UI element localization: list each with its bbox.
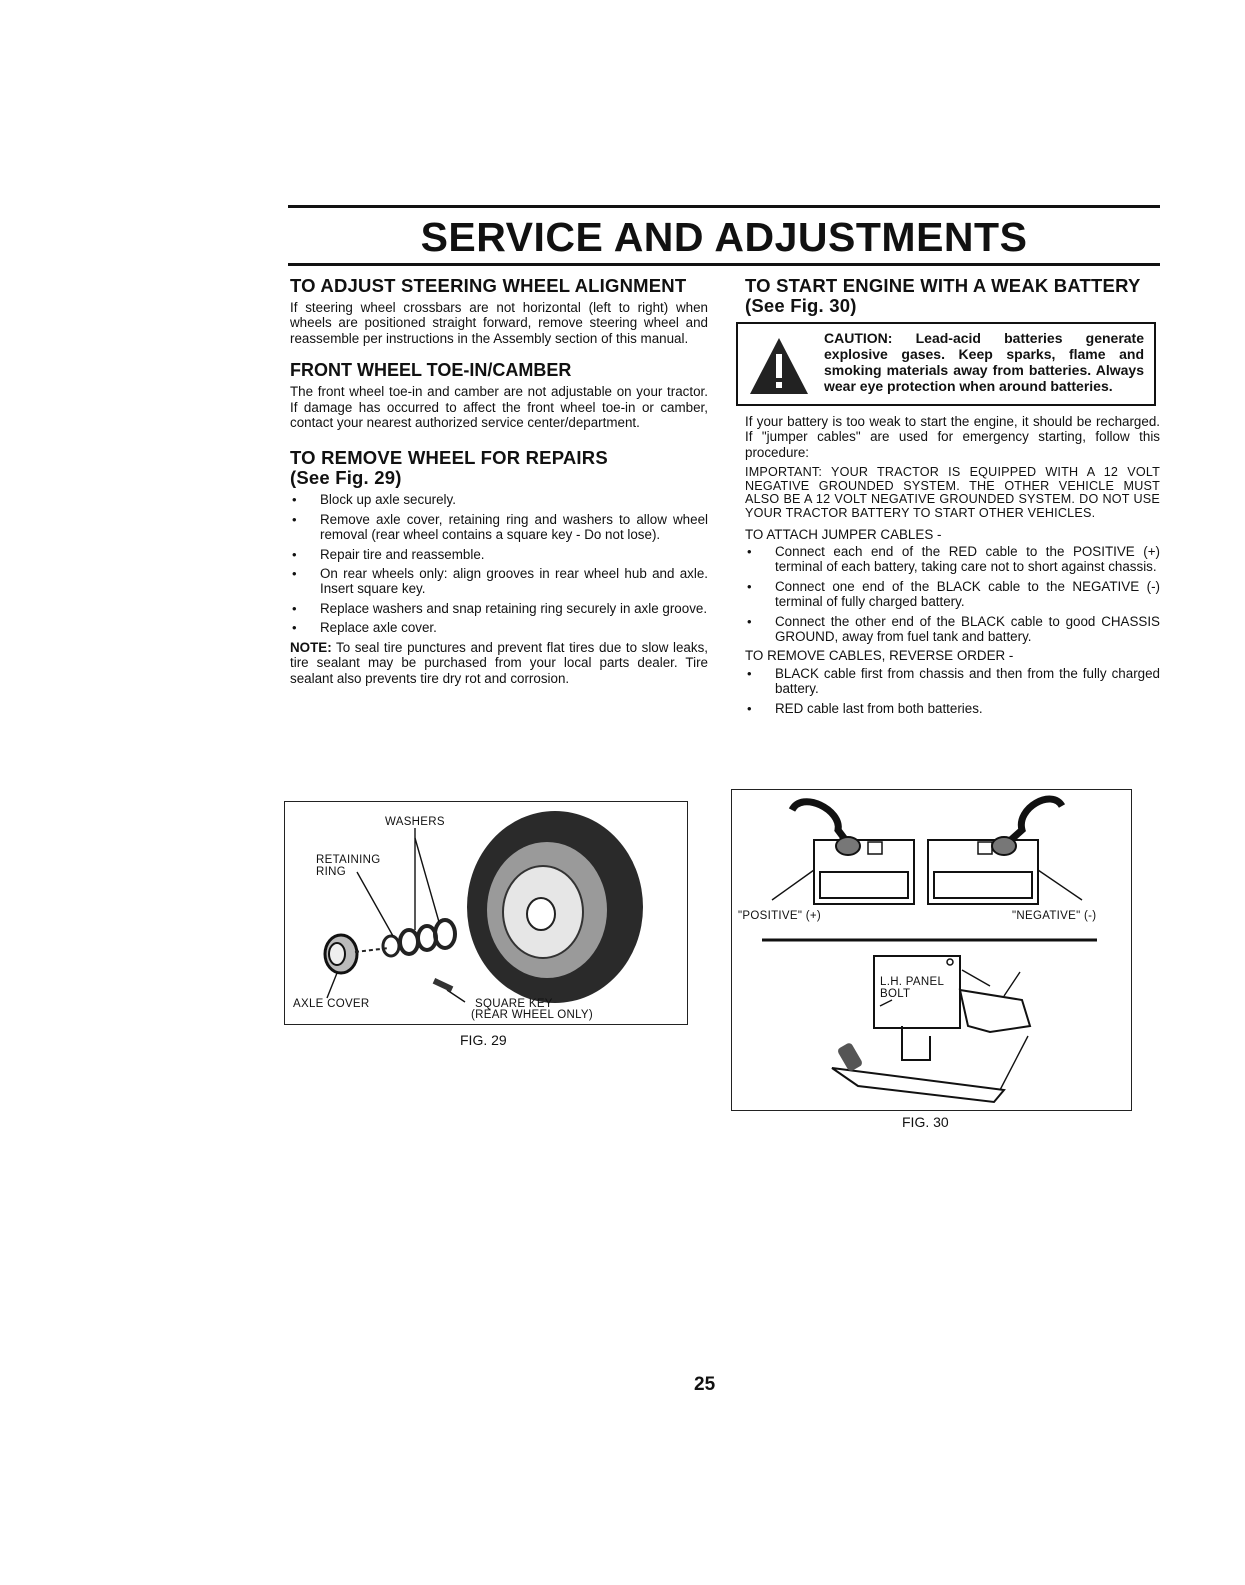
- remove-wheel-subtitle: (See Fig. 29): [290, 467, 402, 489]
- panel-bolt-label-1: L.H. PANEL: [880, 976, 945, 988]
- battery-intro: If your battery is too weak to start the engine, it should be recharged. If "jumper cables" are used for emergency starting, follow this procedure:: [745, 414, 1160, 460]
- caution-box: [736, 322, 1156, 406]
- figure-30-caption: FIG. 30: [902, 1114, 949, 1130]
- jumper-cable-illustration: [732, 790, 1131, 1110]
- rear-wheel-only-label: (REAR WHEEL ONLY): [471, 1009, 594, 1021]
- positive-terminal-label: "POSITIVE" (+): [738, 910, 821, 922]
- steering-heading: TO ADJUST STEERING WHEEL ALIGNMENT: [290, 275, 687, 296]
- remove-wheel-heading: [290, 448, 708, 488]
- figure-30: [731, 789, 1132, 1111]
- square-key-label: SQUARE KEY: [475, 998, 553, 1010]
- battery-subtitle: (See Fig. 30): [745, 295, 857, 316]
- steering-section: [290, 276, 708, 346]
- list-item: • Connect each end of the RED cable to the POSITIVE (+) terminal of each battery, taking care not to short against chassis.: [745, 544, 1160, 575]
- toe-heading: FRONT WHEEL TOE-IN/CAMBER: [290, 360, 572, 381]
- list-item: • Remove axle cover, retaining ring and washers to allow wheel removal (rear wheel contains a square key - Do not lose).: [290, 512, 708, 543]
- negative-terminal-label: "NEGATIVE" (-): [1012, 910, 1097, 922]
- list-item: • Replace washers and snap retaining ring securely in axle groove.: [290, 601, 708, 616]
- warning-icon: [748, 336, 810, 398]
- tire-sealant-note: [290, 640, 708, 686]
- list-item: • Replace axle cover.: [290, 620, 708, 635]
- list-item: • On rear wheels only: align grooves in rear wheel hub and axle. Insert square key.: [290, 566, 708, 597]
- washers-label: WASHERS: [385, 816, 445, 828]
- wheel-assembly-illustration: [285, 802, 687, 1024]
- note-text: To seal tire punctures and prevent flat tires due to slow leaks, tire sealant may be purchased from your local parts dealer. Tire sealant also prevents tire dry rot and corrosion.: [290, 639, 708, 686]
- toe-body: The front wheel toe-in and camber are not adjustable on your tractor. If damage has occurred to affect the front wheel toe-in or camber, contact your nearest authorized service center/department.: [290, 384, 708, 431]
- attach-steps: [745, 544, 1160, 644]
- steering-body: If steering wheel crossbars are not horizontal (left to right) when wheels are positioned straight forward, remove steering wheel and reassemble per instructions in the Assembly section of this manual.: [290, 300, 708, 346]
- remove-wheel-steps: [290, 492, 708, 635]
- list-item: • BLACK cable first from chassis and then from the fully charged battery.: [745, 666, 1160, 697]
- remove-wheel-section: [290, 448, 708, 685]
- remove-wheel-title: TO REMOVE WHEEL FOR REPAIRS: [290, 447, 608, 469]
- toe-section: [290, 360, 708, 430]
- retaining-ring-label-1: RETAINING: [316, 854, 381, 866]
- retaining-ring-label-2: RING: [316, 866, 346, 878]
- caution-text: CAUTION: Lead-acid batteries generate explosive gases. Keep sparks, flame and smoking materials away from batteries. Always wear eye protection when around batteries.: [824, 330, 1144, 394]
- remove-heading: TO REMOVE CABLES, REVERSE ORDER -: [745, 648, 1014, 664]
- note-label: NOTE:: [290, 639, 332, 655]
- list-item: • Connect one end of the BLACK cable to the NEGATIVE (-) terminal of fully charged battery.: [745, 579, 1160, 610]
- axle-cover-label: AXLE COVER: [293, 998, 370, 1010]
- list-item: • Block up axle securely.: [290, 492, 708, 507]
- page-title: SERVICE AND ADJUSTMENTS: [420, 214, 1028, 260]
- header-rule-bottom: [288, 263, 1160, 266]
- list-item: • Connect the other end of the BLACK cable to good CHASSIS GROUND, away from fuel tank and battery.: [745, 614, 1160, 645]
- left-column: [290, 276, 708, 686]
- figure-29-caption: FIG. 29: [460, 1032, 507, 1048]
- important-notice: IMPORTANT: YOUR TRACTOR IS EQUIPPED WITH A 12 VOLT NEGATIVE GROUNDED SYSTEM. THE OTHER VEHICLE MUST ALSO BE A 12 VOLT NEGATIVE GROUNDED SYSTEM. DO NOT USE YOUR TRACTOR BATTERY TO START OTHER VEHICLES.: [745, 465, 1160, 520]
- list-item: • RED cable last from both batteries.: [745, 701, 1160, 716]
- list-item: • Repair tire and reassemble.: [290, 547, 708, 562]
- header-rule-top: [288, 205, 1160, 208]
- page-number: 25: [694, 1374, 716, 1395]
- battery-title: TO START ENGINE WITH A WEAK BATTERY: [745, 275, 1141, 296]
- right-column: [745, 276, 1160, 720]
- panel-bolt-label-2: BOLT: [880, 988, 911, 1000]
- remove-steps: [745, 666, 1160, 716]
- battery-heading: [745, 276, 1160, 316]
- attach-heading: TO ATTACH JUMPER CABLES -: [745, 526, 942, 542]
- figure-29: [284, 801, 688, 1025]
